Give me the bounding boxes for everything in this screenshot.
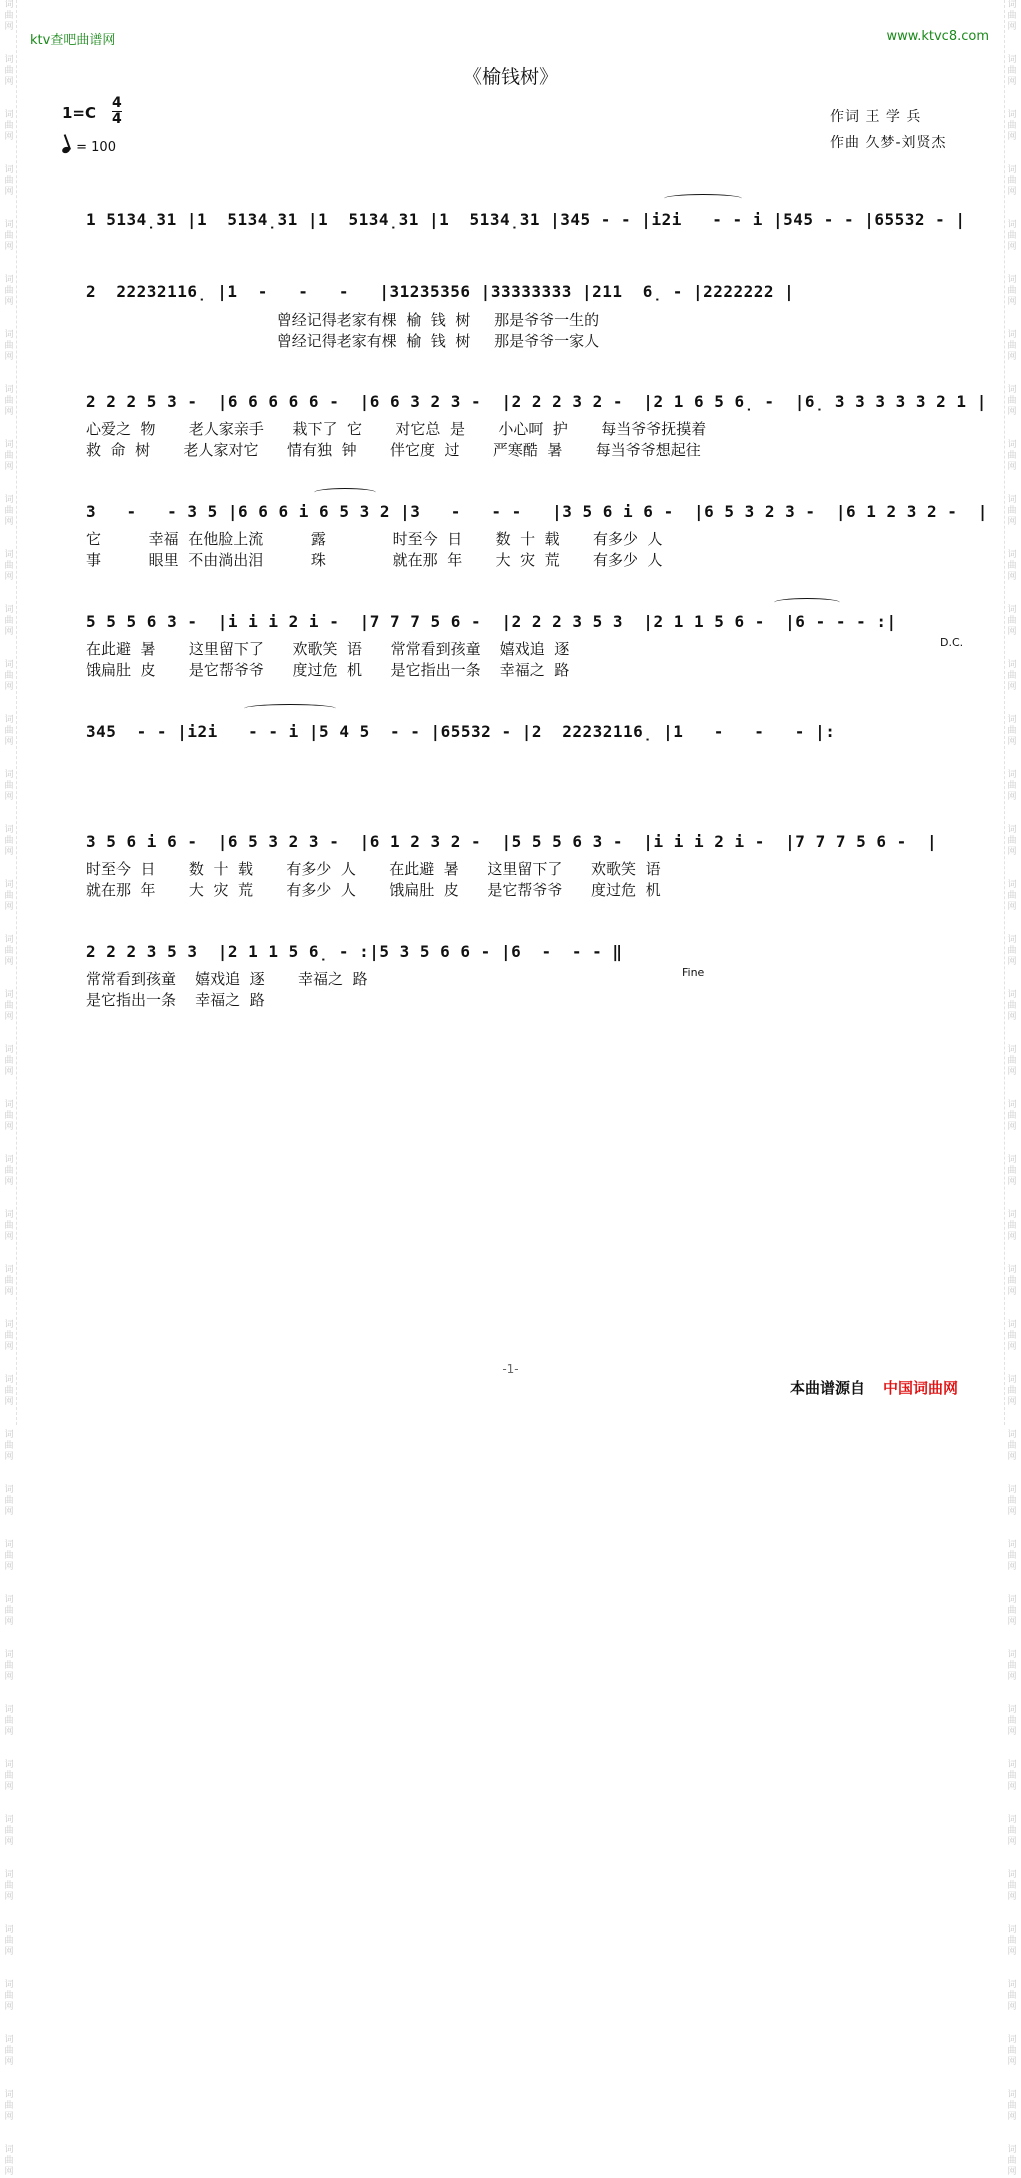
right-watermark-strip: 词 曲 网 词 曲 网 词 曲 网 词 曲 网 词 曲 网 词 曲 网 词 曲 网 词 曲 网 词 曲 网 词 曲 网 词 曲 网 词 曲 网 词 曲 网 词 曲 网 词 曲 网 词 曲 网 词 曲 网 词 曲 网 词 曲 网 词 曲 网 词 曲 网 词 曲 网 词 曲 网 词 曲 网 词 曲 网 词 曲 网 词 曲 网 词 曲 网 词 曲 网 词 曲 网 词 曲 网 词 曲 网 词 曲 网 词 曲 网 词 曲 网 词 曲 网 词 曲 网 词 曲 网 词 曲 网 词 曲 网: [1004, 0, 1019, 1425]
tie-arc: [664, 194, 742, 203]
key-signature: 1=C: [62, 104, 97, 122]
music-line-2: [86, 280, 959, 304]
page-number: -1-: [502, 1362, 519, 1376]
slur-arc: [314, 488, 376, 497]
notation-row: 2 2 2 5 3 - |6 6 6 6 6 - |6 6 3 2 3 - |2 2 2 3 2 - |2 1 6 5 6̣ - |6̣ 3 3 3 3 3 2 1 |: [86, 392, 987, 411]
lyric-verse-1: 它 幸福 在他脸上流 露 时至今 日 数 十 载 有多少 人: [86, 530, 663, 548]
time-signature-bottom: 4: [112, 111, 122, 127]
source-label: 本曲谱源自: [790, 1379, 866, 1397]
notation-row: 2 22232116̣ |1 - - - |31235356 |33333333 |211 6̣ - |2222222 |: [86, 282, 795, 301]
source-site-link[interactable]: 中国词曲网: [883, 1379, 959, 1397]
music-line-6: [86, 720, 959, 744]
tempo-marking: [62, 140, 116, 155]
music-line-8: [86, 940, 959, 964]
notation-row: 1 5134̣31 |1 5134̣31 |1 5134̣31 |1 5134̣31 |345 - - |i2i - - i |545 - - |65532 - |: [86, 210, 966, 229]
lyric-verse-2: 曾经记得老家有棵 榆 钱 树 那是爷爷一家人: [86, 332, 600, 350]
lyricist-credit: 作词 王 学 兵: [830, 109, 922, 125]
lyric-verse-1: 曾经记得老家有棵 榆 钱 树 那是爷爷一生的: [86, 311, 600, 329]
music-line-3: [86, 390, 987, 414]
lyric-verse-2: 就在那 年 大 灾 荒 有多少 人 饿扁肚 皮 是它帮爷爷 度过危 机: [86, 881, 661, 899]
notation-row: 3 - - 3 5 |6 6 6 i 6 5 3 2 |3 - - - |3 5 6 i 6 - |6 5 3 2 3 - |6 1 2 3 2 - |: [86, 502, 988, 521]
tie-arc: [774, 598, 840, 607]
lyric-verse-2: 是它指出一条 幸福之 路: [86, 991, 265, 1009]
lyric-verse-1: 常常看到孩童 嬉戏追 逐 幸福之 路: [86, 970, 368, 988]
lyric-verse-1: 在此避 暑 这里留下了 欢歌笑 语 常常看到孩童 嬉戏追 逐: [86, 640, 570, 658]
fine-marking: Fine: [682, 966, 705, 979]
song-title: 《榆钱树》: [462, 66, 558, 88]
dc-marking: D.C.: [940, 636, 964, 649]
tie-arc: [244, 704, 336, 713]
tempo-value: = 100: [76, 140, 116, 155]
lyric-verse-1: 心爱之 物 老人家亲手 栽下了 它 对它总 是 小心呵 护 每当爷爷抚摸着: [86, 420, 707, 438]
time-signature-top: 4: [112, 95, 122, 111]
music-line-1: [86, 208, 966, 232]
lyric-verse-2: 事 眼里 不由淌出泪 珠 就在那 年 大 灾 荒 有多少 人: [86, 551, 663, 569]
music-line-4: [86, 500, 988, 524]
source-credit: [790, 1377, 958, 1398]
composer-credit: 作曲 久梦-刘贤杰: [830, 135, 947, 151]
music-line-5: [86, 610, 959, 634]
lyric-verse-2: 救 命 树 老人家对它 情有独 钟 伴它度 过 严寒酷 暑 每当爷爷想起往: [86, 441, 701, 459]
notation-row: 2 2 2 3 5 3 |2 1 1 5 6̣ - :|5 3 5 6 6 - |6 - - - ‖: [86, 942, 623, 961]
left-watermark-strip: 词 曲 网 词 曲 网 词 曲 网 词 曲 网 词 曲 网 词 曲 网 词 曲 网 词 曲 网 词 曲 网 词 曲 网 词 曲 网 词 曲 网 词 曲 网 词 曲 网 词 曲 网 词 曲 网 词 曲 网 词 曲 网 词 曲 网 词 曲 网 词 曲 网 词 曲 网 词 曲 网 词 曲 网 词 曲 网 词 曲 网 词 曲 网 词 曲 网 词 曲 网 词 曲 网 词 曲 网 词 曲 网 词 曲 网 词 曲 网 词 曲 网 词 曲 网 词 曲 网 词 曲 网 词 曲 网 词 曲 网: [2, 0, 17, 1425]
site-url-header[interactable]: www.ktvc8.com: [886, 29, 989, 44]
notation-row: 345 - - |i2i - - i |5 4 5 - - |65532 - |2 22232116̣ |1 - - - |:: [86, 722, 836, 741]
time-signature: [112, 96, 122, 127]
lyric-verse-1: 时至今 日 数 十 载 有多少 人 在此避 暑 这里留下了 欢歌笑 语: [86, 860, 661, 878]
quarter-note-icon: [61, 146, 71, 154]
site-name-header: ktv查吧曲谱网: [30, 33, 116, 48]
notation-row: 5 5 5 6 3 - |i i i 2 i - |7 7 7 5 6 - |2 2 2 3 5 3 |2 1 1 5 6 - |6 - - - :|: [86, 612, 897, 631]
music-line-7: [86, 830, 959, 854]
lyric-verse-2: 饿扁肚 皮 是它帮爷爷 度过危 机 是它指出一条 幸福之 路: [86, 661, 570, 679]
notation-row: 3 5 6 i 6 - |6 5 3 2 3 - |6 1 2 3 2 - |5 5 5 6 3 - |i i i 2 i - |7 7 7 5 6 - |: [86, 832, 938, 851]
